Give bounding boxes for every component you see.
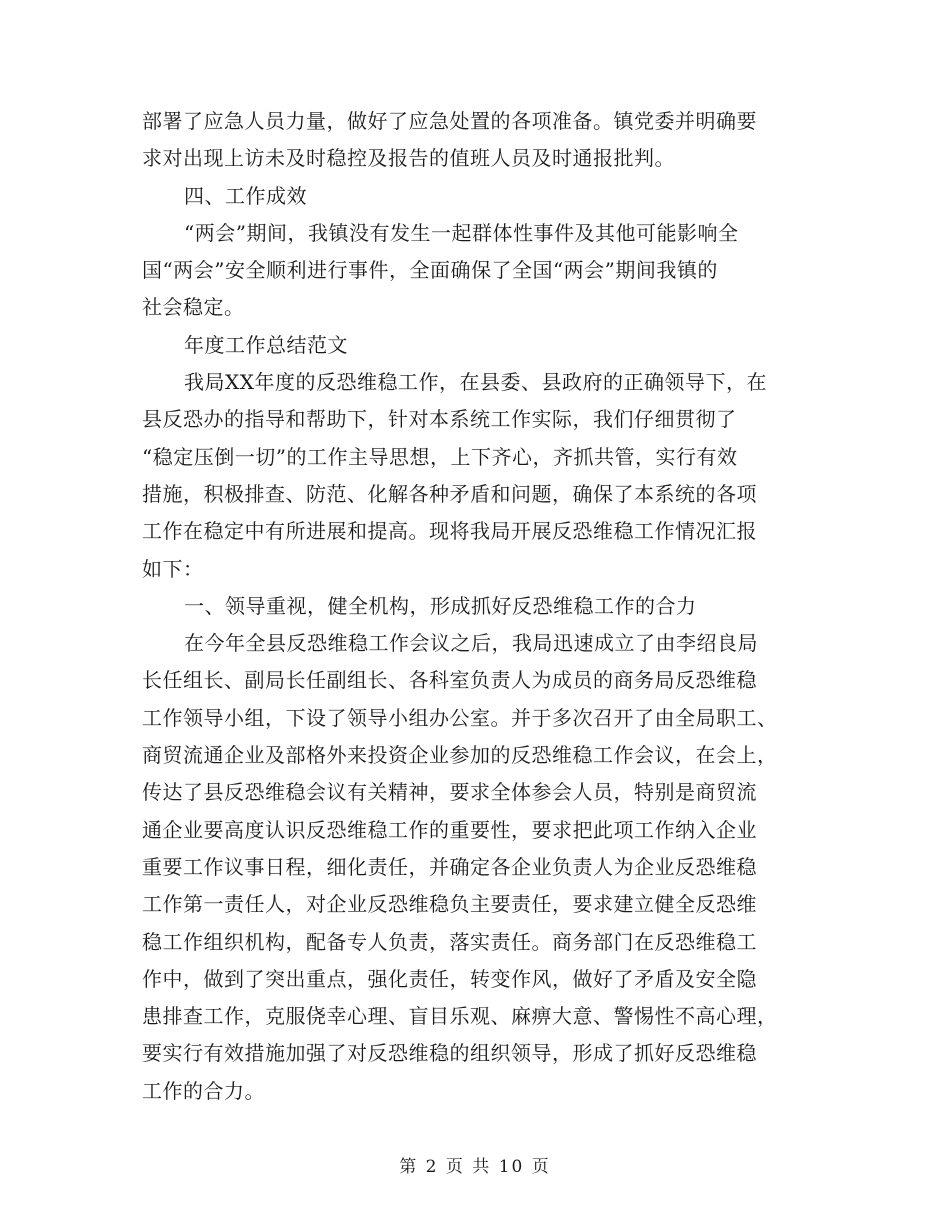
text-line: 要实行有效措施加强了对反恐维稳的组织领导，形成了抓好反恐维稳 (142, 1041, 757, 1066)
text-line: 重要工作议事日程，细化责任，并确定各企业负责人为企业反恐维稳 (142, 854, 757, 879)
text-line: 作中，做到了突出重点，强化责任，转变作风，做好了矛盾及安全隐 (142, 966, 757, 991)
page-number: 第 2 页 共 10 页 (399, 1157, 551, 1177)
document-body (142, 103, 812, 1110)
text-line: 患排查工作，克服侥幸心理、盲目乐观、麻痹大意、警惕性不高心理， (142, 1004, 778, 1029)
text-line: 工作的合力。 (142, 1078, 265, 1103)
text-line: 通企业要高度认识反恐维稳工作的重要性，要求把此项工作纳入企业 (142, 817, 757, 842)
text-line: 传达了县反恐维稳会议有关精神，要求全体参会人员，特别是商贸流 (142, 780, 757, 805)
section-heading: 四、工作成效 (184, 183, 307, 208)
text-line: 工作第一责任人，对企业反恐维稳负主要责任，要求建立健全反恐维 (142, 892, 757, 917)
text-line: “稳定压倒一切”的工作主导思想，上下齐心，齐抓共管，实行有效 (142, 444, 738, 469)
text-line: 部署了应急人员力量，做好了应急处置的各项准备。镇党委并明确要 (142, 109, 757, 133)
text-line: 县反恐办的指导和帮助下，针对本系统工作实际，我们仔细贯彻了 (142, 407, 737, 432)
text-line: 求对出现上访未及时稳控及报告的值班人员及时通报批判。 (142, 146, 675, 171)
text-line: 在今年全县反恐维稳工作会议之后，我局迅速成立了由李绍良局 (184, 631, 758, 656)
text-line: “两会”期间，我镇没有发生一起群体性事件及其他可能影响全 (184, 220, 739, 245)
section-heading: 一、领导重视，健全机构，形成抓好反恐维稳工作的合力 (184, 593, 697, 618)
text-line: 社会稳定。 (142, 295, 245, 320)
text-line: 稳工作组织机构，配备专人负责，落实责任。商务部门在反恐维稳工 (142, 929, 757, 954)
text-line: 措施，积极排查、防范、化解各种矛盾和问题，确保了本系统的各项 (142, 481, 757, 506)
text-line: 如下： (142, 556, 204, 581)
text-line: 工作在稳定中有所进展和提高。现将我局开展反恐维稳工作情况汇报 (142, 519, 757, 544)
text-line: 长任组长、副局长任副组长、各科室负责人为成员的商务局反恐维稳 (142, 668, 757, 693)
text-line: 国“两会”安全顺利进行事件，全面确保了全国“两会”期间我镇的 (142, 258, 718, 283)
text-line: 我局XX年度的反恐维稳工作，在县委、县政府的正确领导下，在 (184, 370, 767, 395)
text-line: 商贸流通企业及部格外来投资企业参加的反恐维稳工作会议，在会上， (142, 743, 778, 768)
text-line: 工作领导小组，下设了领导小组办公室。并于多次召开了由全局职工、 (142, 705, 778, 730)
document-title: 年度工作总结范文 (184, 332, 348, 357)
